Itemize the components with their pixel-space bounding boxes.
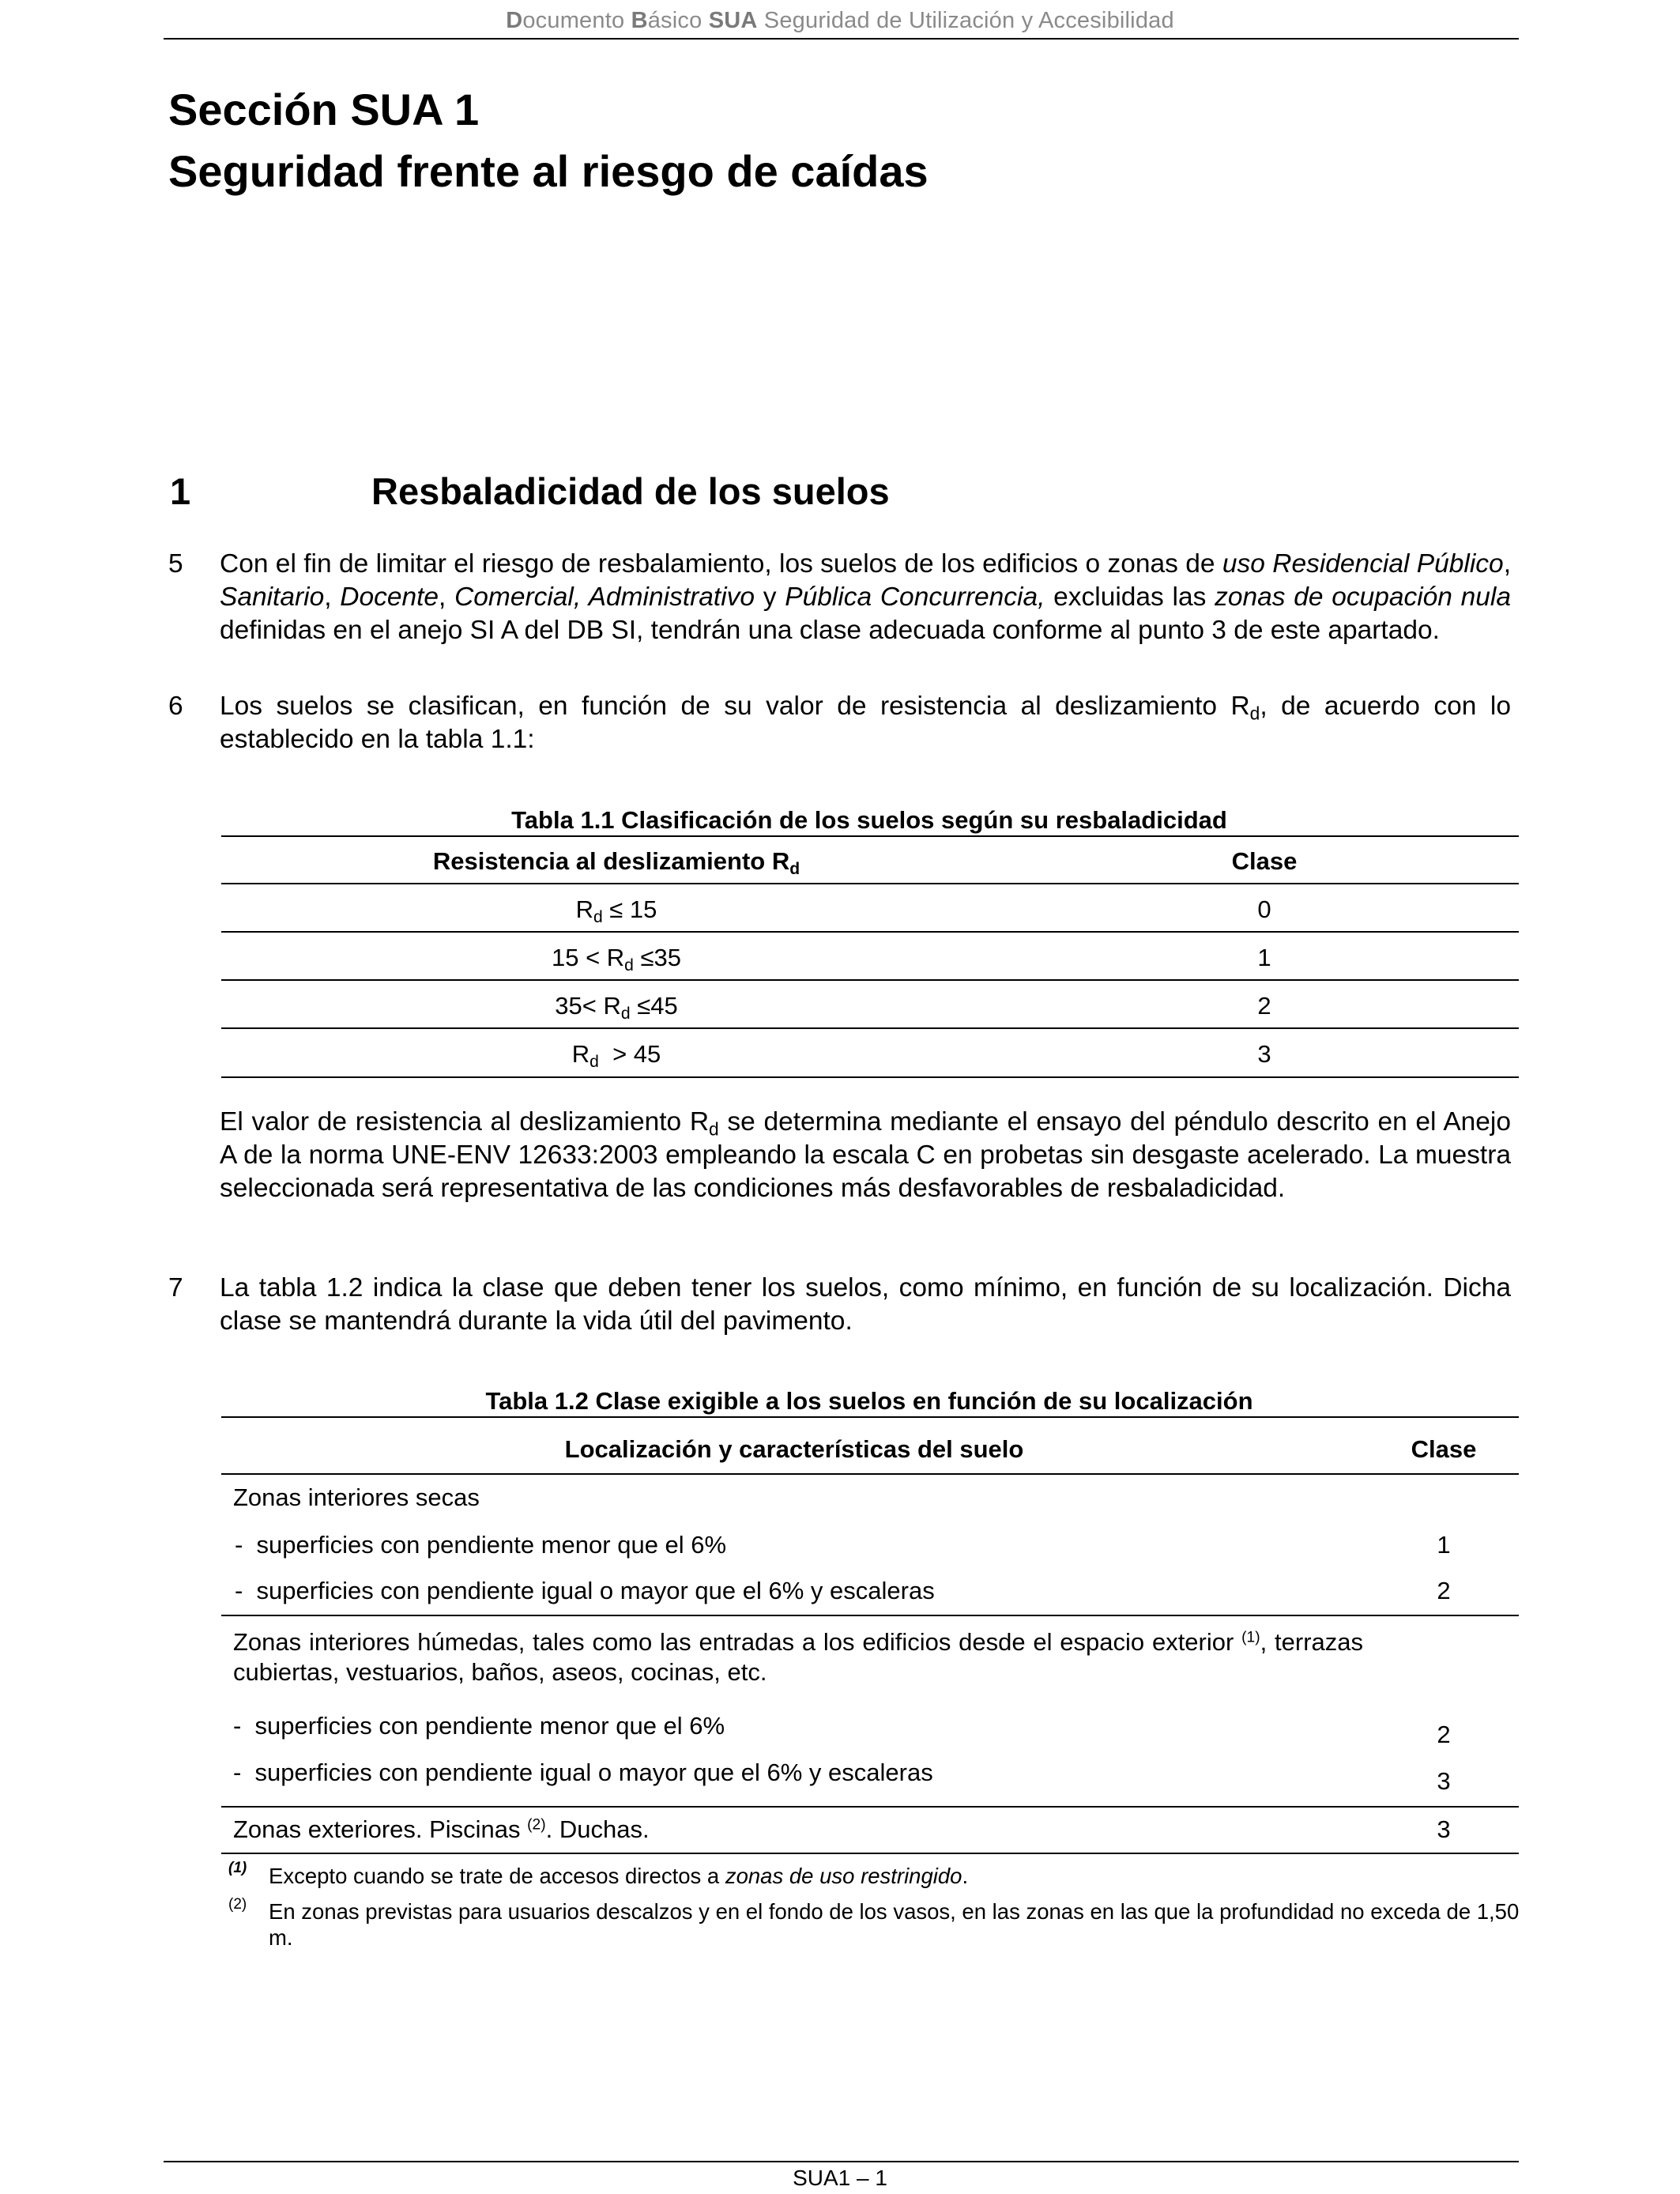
table2-group2-row1: - superficies con pendiente menor que el 6%	[233, 1712, 725, 1740]
footnote-1	[269, 1863, 1517, 1889]
table1-header-text: Resistencia al deslizamiento R	[432, 847, 790, 875]
paragraph-6	[220, 690, 1511, 756]
footer-rule	[164, 2161, 1519, 2162]
header-initial-b: B	[631, 8, 648, 33]
table2-group1-row2-clase: 2	[1437, 1577, 1451, 1604]
table2-group3	[233, 1815, 650, 1844]
table1-cell-subscript: d	[590, 1052, 599, 1071]
footnote-ref-2: (2)	[527, 1816, 546, 1834]
header-sua: SUA	[708, 8, 758, 33]
table2-group2-row2: - superficies con pendiente igual o mayor que el 6% y escaleras	[233, 1759, 933, 1786]
paragraph-after-table1	[220, 1106, 1511, 1205]
table2-group1-row1-clase: 1	[1437, 1531, 1451, 1559]
footnote-ref-1: (1)	[1241, 1629, 1260, 1646]
header-subtitle: Seguridad de Utilización y Accesibilidad	[763, 8, 1174, 33]
table1-cell-text: ≤45	[630, 992, 678, 1020]
table1-cell-text: ≤ 15	[602, 895, 657, 923]
table1-row-4-resistencia	[221, 1040, 1011, 1069]
table1-row-2-clase: 1	[1257, 944, 1271, 971]
table1-cell-text: 35< R	[555, 992, 621, 1020]
p5-text: ,	[324, 582, 341, 612]
table1-cell-subscript: d	[593, 907, 603, 926]
p5-text: ,	[1503, 549, 1511, 579]
header-word-documento: ocumento	[522, 8, 631, 33]
p5-italic-comercial: Comercial, Administrativo	[454, 582, 755, 612]
table2-rule-group2	[221, 1806, 1519, 1808]
table1-cell-subscript: d	[620, 1004, 631, 1023]
footnote-2-marker: (2)	[228, 1896, 247, 1913]
paragraph-number-5: 5	[168, 549, 183, 579]
table1-rule-row1	[221, 931, 1519, 933]
p-after-table1-subscript: d	[709, 1118, 719, 1140]
p5-text: definidas en el anejo SI A del DB SI, tendrán una clase adecuada conforme al punto 3 de este apartado.	[220, 616, 1440, 645]
table2-group1-row2: - superficies con pendiente igual o mayor que el 6% y escaleras	[235, 1577, 935, 1604]
table1-caption: Tabla 1.1 Clasificación de los suelos según su resbaladicidad	[511, 806, 1227, 834]
table2-group2-row2-clase: 3	[1437, 1767, 1451, 1795]
table2-group2-title-text: Zonas interiores húmedas, tales como las entradas a los edificios desde el espacio exterior	[233, 1628, 1242, 1656]
header-word-basico: ásico	[647, 8, 709, 33]
paragraph-number-6: 6	[168, 692, 183, 721]
footnote-1-text: .	[962, 1864, 969, 1888]
p5-text: Con el fin de limitar el riesgo de resbalamiento, los suelos de los edificios o zonas de	[220, 549, 1222, 579]
section-title-line1: Sección SUA 1	[168, 85, 480, 134]
table2-header-clase: Clase	[1411, 1435, 1477, 1463]
p6-text: , de acuerdo con lo establecido en la tabla 1.1:	[220, 692, 1511, 754]
p5-italic-zonas: zonas de ocupación nula	[1215, 582, 1511, 612]
table2-group3-text: Zonas exteriores. Piscinas	[233, 1815, 528, 1843]
table2-rule-header	[221, 1473, 1519, 1475]
section-title-line2: Seguridad frente al riesgo de caídas	[168, 146, 929, 196]
table1-row-2-resistencia	[221, 944, 1011, 972]
footnote-2: En zonas previstas para usuarios descalzos y en el fondo de los vasos, en las zonas en las que la profundidad no exceda de 1,50 m.	[269, 1899, 1520, 1950]
p5-italic-docente: Docente	[340, 582, 439, 612]
table1-cell-text: ≤35	[633, 944, 682, 971]
p5-italic-uso: uso Residencial Público	[1222, 549, 1504, 579]
table1-cell-text: > 45	[598, 1040, 661, 1068]
header-initial-d: D	[506, 8, 523, 33]
p6-text: Los suelos se clasifican, en función de su valor de resistencia al deslizamiento R	[220, 692, 1250, 721]
table2-group3-clase: 3	[1437, 1815, 1451, 1843]
table1-cell-subscript: d	[624, 956, 634, 974]
table2-group2-row1-clase: 2	[1437, 1721, 1451, 1748]
p-after-table1-text: El valor de resistencia al deslizamiento R	[220, 1107, 710, 1137]
p5-text: ,	[439, 582, 455, 612]
table1-header-subscript: d	[789, 859, 800, 878]
table1-header-resistencia	[221, 847, 1011, 876]
heading-number: 1	[170, 470, 191, 512]
table1-cell-text: R	[571, 1040, 590, 1068]
footnote-1-marker: (1)	[228, 1860, 247, 1876]
p5-text: excluidas las	[1045, 582, 1215, 612]
paragraph-7: La tabla 1.2 indica la clase que deben tener los suelos, como mínimo, en función de su localización. Dicha clase se mantendrá durante la vida útil del pavimento.	[220, 1273, 1511, 1336]
table1-rule-top	[221, 835, 1519, 837]
table2-group1-title: Zonas interiores secas	[233, 1483, 480, 1511]
table1-cell-text: R	[575, 895, 593, 923]
paragraph-5	[220, 548, 1511, 647]
page-number: SUA1 – 1	[793, 2166, 887, 2190]
table1-rule-header	[221, 883, 1519, 884]
p-after-table1-text: se determina mediante el ensayo del péndulo descrito en el Anejo A de la norma UNE-ENV 12633:2003 empleando la escala C en probetas sin desgaste acelerado. La muestra seleccionada será representativa de las condiciones más desfavorables de resbaladicidad.	[220, 1107, 1511, 1203]
table1-rule-row3	[221, 1027, 1519, 1029]
table2-group3-text: . Duchas.	[545, 1815, 650, 1843]
table1-row-1-clase: 0	[1257, 895, 1271, 923]
p5-text: y	[755, 582, 785, 612]
footnote-1-italic: zonas de uso restringido	[725, 1864, 962, 1888]
table1-row-4-clase: 3	[1257, 1040, 1271, 1068]
p5-italic-sanitario: Sanitario	[220, 582, 325, 612]
p6-subscript: d	[1249, 703, 1260, 724]
table1-cell-text: 15 < R	[551, 944, 625, 971]
table2-rule-group1	[221, 1615, 1519, 1616]
table1-rule-row2	[221, 979, 1519, 981]
table1-header-clase: Clase	[1231, 847, 1298, 875]
table2-header-localizacion: Localización y características del suelo	[564, 1435, 1024, 1463]
section-title	[168, 79, 929, 202]
footnote-1-text: Excepto cuando se trate de accesos directos a	[269, 1864, 725, 1888]
header-rule	[164, 38, 1519, 40]
table2-rule-top	[221, 1416, 1519, 1418]
table1-row-1-resistencia	[221, 895, 1011, 924]
paragraph-number-7: 7	[168, 1273, 183, 1302]
table2-rule-bottom	[221, 1853, 1519, 1854]
table2-group2-title	[233, 1627, 1363, 1687]
table2-caption: Tabla 1.2 Clase exigible a los suelos en función de su localización	[485, 1387, 1253, 1415]
table2-group2-title-text: , terrazas cubiertas, vestuarios, baños, aseos, cocinas, etc.	[233, 1628, 1363, 1686]
running-header	[0, 8, 1680, 34]
heading-title: Resbaladicidad de los suelos	[371, 470, 890, 512]
p5-italic-publica: Pública Concurrencia,	[785, 582, 1045, 612]
table1-row-3-resistencia	[221, 992, 1011, 1023]
table2-group1-row1: - superficies con pendiente menor que el 6%	[235, 1531, 727, 1559]
table1-row-3-clase: 2	[1257, 992, 1271, 1020]
table1-rule-bottom	[221, 1076, 1519, 1078]
